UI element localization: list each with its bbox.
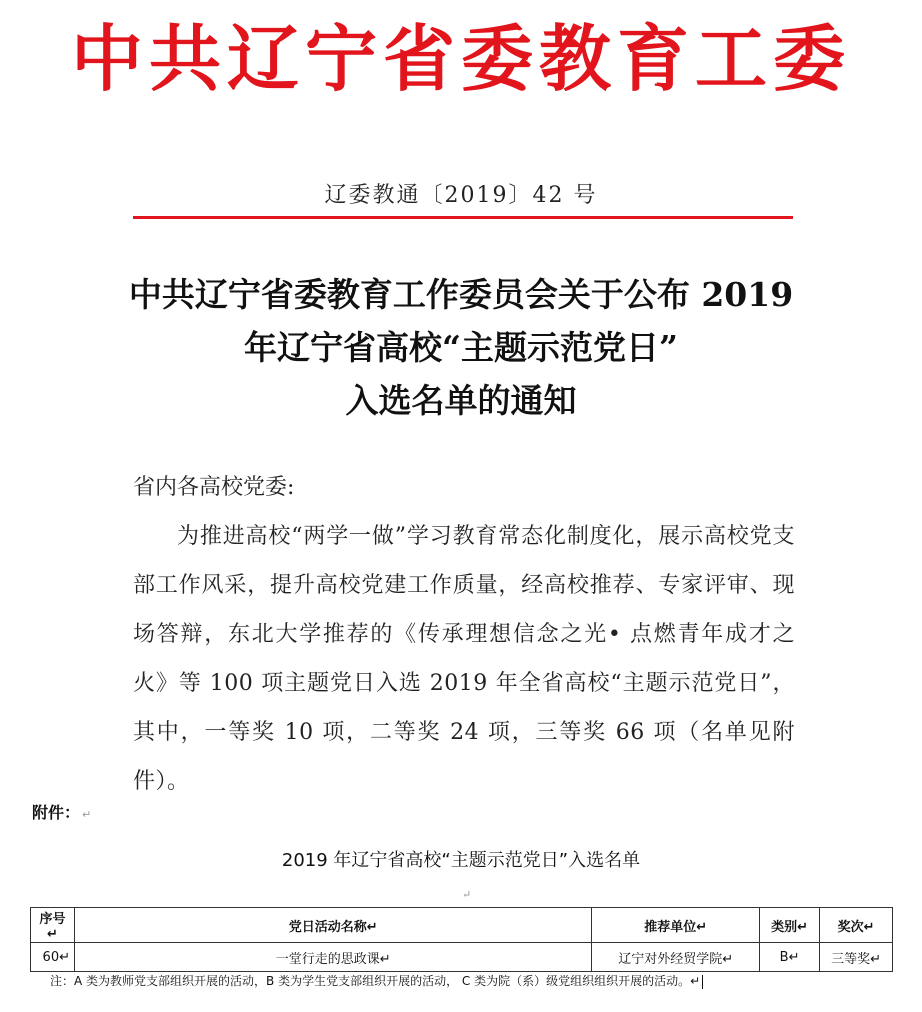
list-title: 2019 年辽宁省高校“主题示范党日”入选名单 <box>281 850 641 871</box>
paragraph-mark: ↵ <box>82 808 92 821</box>
attachment-label-text: 附件： <box>32 803 81 822</box>
table-row <box>31 943 893 972</box>
header-activity-name: 党日活动名称↵ <box>74 908 591 943</box>
text-cursor <box>702 975 703 989</box>
header-category: 类别↵ <box>760 908 820 943</box>
salutation: 省内各高校党委: <box>133 475 295 500</box>
table-header-row <box>31 908 893 943</box>
notice-title-line-2: 年辽宁省高校“主题示范党日” <box>244 328 678 367</box>
org-title: 中共辽宁省委教育工委 <box>70 16 851 101</box>
cell-category: B↵ <box>760 943 820 972</box>
notice-title-line-1: 中共辽宁省委教育工作委员会关于公布 2019 <box>128 275 794 314</box>
body-paragraph: 为推进高校“两学一做”学习教育常态化制度化，展示高校党支部工作风采，提升高校党建工作质量，经高校推荐、专家评审、现场答辩，东北大学推荐的《传承理想信念之光• 点燃青年成才之火》等 100 项主题党日入选 2019 年全省高校“主题示范党日”，其中，一等奖 10 项，二等奖 24 项，三等奖 66 项（名单见附件）。 <box>133 524 795 794</box>
notice-title <box>0 268 922 427</box>
header-recommending-unit: 推荐单位↵ <box>592 908 760 943</box>
table-footnote <box>50 972 703 989</box>
cell-award: 三等奖↵ <box>820 943 893 972</box>
cell-activity-name: 一堂行走的思政课↵ <box>74 943 591 972</box>
document-number: 辽委教通〔2019〕42 号 <box>324 183 598 208</box>
attachment-label <box>32 800 91 823</box>
paragraph-mark: ↵ <box>462 888 472 901</box>
footnote-text: 注：A 类为教师党支部组织开展的活动，B 类为学生党支部组织开展的活动， C 类为院（系）级党组织组织开展的活动。↵ <box>50 974 701 988</box>
cell-recommending-unit: 辽宁对外经贸学院↵ <box>592 943 760 972</box>
red-divider-rule <box>133 216 793 219</box>
notice-title-line-3: 入选名单的通知 <box>345 381 577 420</box>
header-award: 奖次↵ <box>820 908 893 943</box>
cell-seq: 60↵ <box>31 943 75 972</box>
selection-table <box>30 907 893 972</box>
header-seq: 序号↵ <box>31 908 75 943</box>
